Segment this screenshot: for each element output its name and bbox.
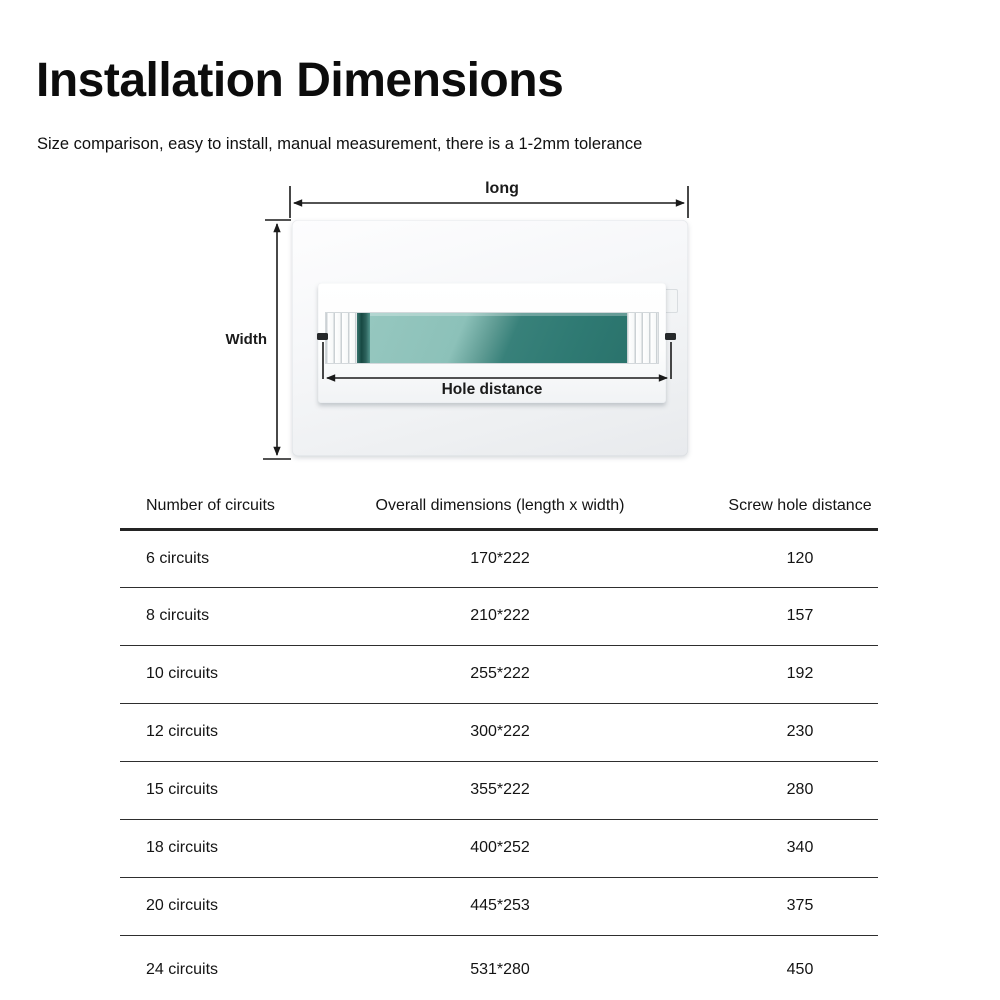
column-header-dimensions: Overall dimensions (length x width) [278,485,722,529]
cell-circuits: 20 circuits [120,877,278,935]
cell-screw-hole: 157 [722,587,878,645]
page-subtitle: Size comparison, easy to install, manual measurement, there is a 1-2mm tolerance [37,135,643,153]
cell-dimensions: 445*253 [278,877,722,935]
dimensions-table [120,485,878,1000]
table-row [120,935,878,1000]
cell-screw-hole: 192 [722,645,878,703]
window-glass [357,313,627,363]
table-header-row [120,485,878,529]
page-title: Installation Dimensions [36,54,564,107]
cell-dimensions: 300*222 [278,703,722,761]
cell-circuits: 12 circuits [120,703,278,761]
installation-diagram [0,0,1000,480]
table-row [120,819,878,877]
cell-screw-hole: 120 [722,529,878,587]
right-vent-slats [627,313,658,363]
cell-circuits: 15 circuits [120,761,278,819]
long-dimension-label: long [485,180,519,197]
window-strip [325,312,659,364]
width-dimension-label: Width [225,331,267,348]
cell-dimensions: 210*222 [278,587,722,645]
table-row [120,877,878,935]
cell-screw-hole: 280 [722,761,878,819]
column-header-screw-hole: Screw hole distance [722,485,878,529]
cell-circuits: 18 circuits [120,819,278,877]
cell-dimensions: 355*222 [278,761,722,819]
table-row [120,529,878,587]
column-header-circuits: Number of circuits [120,485,278,529]
cell-screw-hole: 450 [786,961,814,979]
cell-dimensions: 400*252 [278,819,722,877]
left-vent-slats [326,313,357,363]
hole-distance-label: Hole distance [441,381,543,398]
cell-circuits: 10 circuits [120,645,278,703]
cell-circuits: 8 circuits [120,587,278,645]
table-row [120,645,878,703]
cell-dimensions: 531*280 [470,961,530,979]
cell-circuits: 6 circuits [120,529,278,587]
cell-circuits: 24 circuits [146,961,219,979]
cell-dimensions: 255*222 [278,645,722,703]
cell-screw-hole: 340 [722,819,878,877]
table-row [120,703,878,761]
table-row [120,761,878,819]
table-row [120,587,878,645]
cell-screw-hole: 230 [722,703,878,761]
cell-screw-hole: 375 [722,877,878,935]
width-dimension [263,220,291,459]
cell-dimensions: 170*222 [278,529,722,587]
